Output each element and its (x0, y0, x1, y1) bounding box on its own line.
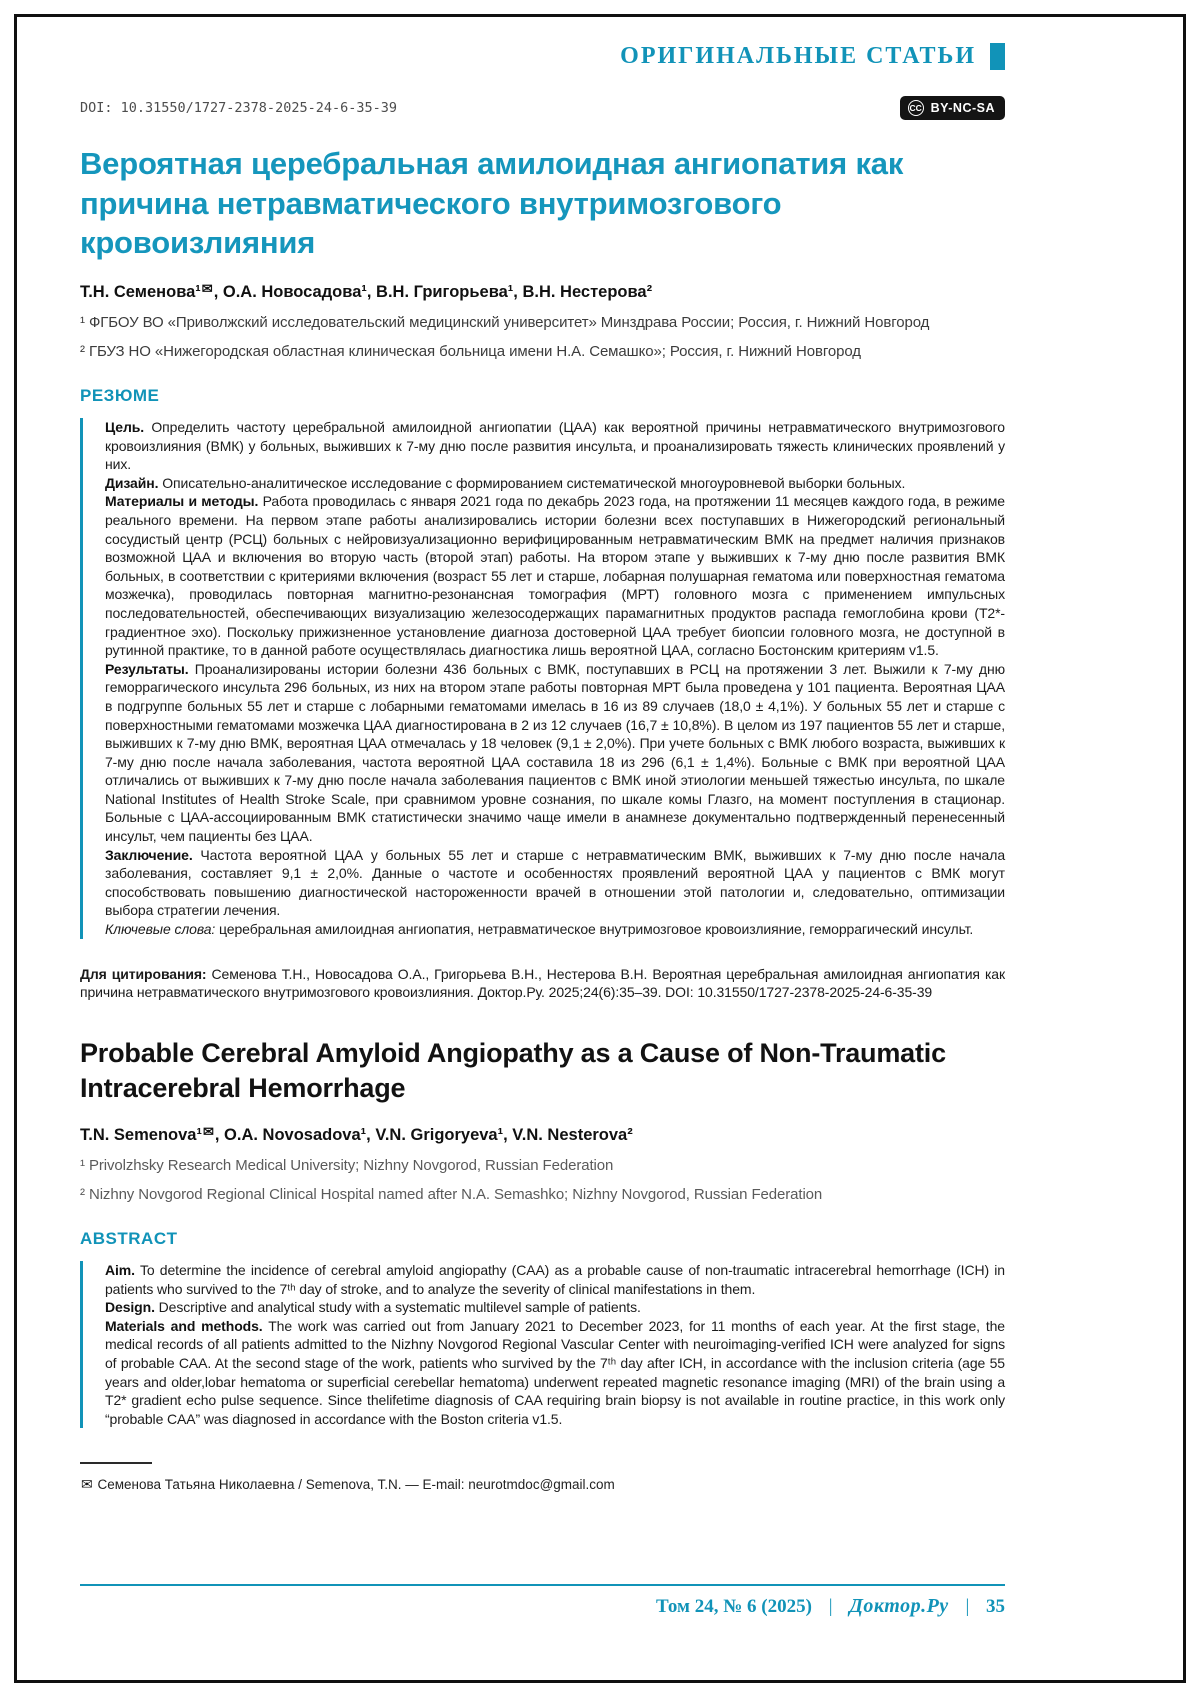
header-accent-block (990, 43, 1005, 70)
authors-ru-rest: , О.А. Новосадова¹, В.Н. Григорьева¹, В.Н. Нестерова² (213, 283, 653, 302)
journal-section-title: ОРИГИНАЛЬНЫЕ СТАТЬИ (620, 43, 976, 69)
paragraph-text: To determine the incidence of cerebral amyloid angiopathy (CAA) as a probable cause of non-traumatic intracerebral hemorrhage (ICH) in patients who survived to the 7ᵗʰ day of stroke, and to analyze the severity of clinical manifestations in them. (105, 1262, 1005, 1297)
authors-ru (80, 283, 1005, 302)
citation (80, 965, 1005, 1002)
paragraph-text: Работа проводилась с января 2021 года по декабрь 2023 года, на протяжении 11 месяцев каждого года, в режиме реального времени. На первом этапе работы анализировались истории болезни всех поступавших в Нижегородский региональный сосудистый центр (РСЦ) больных с нейровизуализационно верифицированным нетравматическим ВМК на предмет наличия признаков возможной ЦАА и включения во вторую часть (второй этап) работы. На втором этапе у выживших к 7-му дню после развития ВМК больных, в соответствии с критериями включения (возраст 55 лет и старше, лобарная полушарная гематома или поверхностная гематома мозжечка), проводилась повторная магнитно-резонансная томография (МРТ) головного мозга с применением импульсных последовательностей, обеспечивающих визуализацию железосодержащих парамагнитных продуктов распада гемоглобина крови (Т2*-градиентное эхо). Поскольку прижизненное установление диагноза достоверной ЦАА требует биопсии головного мозга, не доступной в рутинной практике, то в данной работе осуществлялась диагностика лишь вероятной ЦАА, согласно Бостонским критериям v1.5. (105, 493, 1005, 659)
resume-block (80, 418, 1005, 939)
paragraph-text: Descriptive and analytical study with a systematic multilevel sample of patients. (158, 1299, 641, 1316)
abstract-paragraph (105, 474, 1005, 493)
abstract-en-block (80, 1261, 1005, 1428)
paragraph-text: Описательно-аналитическое исследование с формированием систематической многоуровневой выборки больных. (162, 474, 906, 491)
corresponding-author-footnote (80, 1462, 1005, 1493)
email-icon: ✉ (202, 1124, 214, 1140)
footer-divider (80, 1584, 1005, 1586)
abstract-paragraph (105, 418, 1005, 474)
page-header (80, 43, 1005, 70)
paragraph-text: Проанализированы истории болезни 436 больных с ВМК, поступавших в РСЦ на протяжении 3 лет. Выжили к 7-му дню геморрагического инсульта 296 больных, из них на втором этапе работы повторная МРТ была проведена у 101 пациента. Вероятная ЦАА в подгруппе больных 55 лет и старше с лобарными гематомами имелась в 16 из 89 случаев (18,0 ± 4,1%). У больных 55 лет и старше с поверхностными гематомами мозжечка ЦАА диагностирована в 2 из 12 случаев (16,7 ± 10,8%). В целом из 197 пациентов 55 лет и старше, выживших к 7-му дню ВМК, вероятная ЦАА отмечалась у 18 человек (9,1 ± 2,0%). При учете больных с ВМК любого возраста, выживших к 7-му дню после начала заболевания, частота вероятной ЦАА составила 18 из 296 (6,1 ± 1,4%). Больные с ВМК при вероятной ЦАА отличались от выживших к 7-му дню после начала заболевания пациентов с ВМК иной этиологии меньшей тяжестью инсульта, по шкале National Institutes of Health Stroke Scale, при сравнимом уровне сознания, по шкале комы Глазго, на момент поступления в стационар. Больные с ЦАА-ассоциированным ВМК статистически значимо чаще имели в анамнезе документально подтвержденный перенесенный инсульт, чем пациенты без ЦАА. (105, 660, 1005, 845)
abstract-paragraph (105, 492, 1005, 659)
abstract-paragraph (105, 1261, 1005, 1298)
footer-text (80, 1595, 1005, 1618)
article-title-en: Probable Cerebral Amyloid Angiopathy as a Cause of Non-Traumatic Intracerebral Hemorrhage (80, 1037, 946, 1103)
doi-text: DOI: 10.31550/1727-2378-2025-24-6-35-39 (80, 100, 397, 116)
authors-en-lead: T.N. Semenova¹ (80, 1126, 202, 1145)
paragraph-text: Определить частоту церебральной амилоидной ангиопатии (ЦАА) как вероятной причины нетравматического внутримозгового кровоизлияния (ВМК) у больных, выживших к 7-му дню после развития инсульта, и проанализировать тяжесть клинических проявлений у них. (105, 419, 1005, 473)
paragraph-text: Частота вероятной ЦАА у больных 55 лет и старше с нетравматическим ВМК, выживших к 7-му дню после начала заболевания, составляет 9,1 ± 2,0%. Данные о частоте и особенностях проявлений вероятной ЦАА у пациентов с ВМК могут способствовать повышению диагностической настороженности врачей в отношении этой патологии и, следовательно, оптимизации выбора стратегии лечения. (105, 846, 1006, 919)
footer-separator: | (828, 1596, 833, 1617)
cc-icon: CC (908, 100, 924, 116)
abstract-paragraph (105, 846, 1005, 920)
keywords-label: Ключевые слова: (105, 921, 216, 938)
footnote-text (80, 1476, 1005, 1493)
affiliation-en-2: ² Nizhny Novgorod Regional Clinical Hospital named after N.A. Semashko; Nizhny Novgorod, Russian Federation (80, 1186, 823, 1204)
doi-row (80, 96, 1005, 120)
abstract-paragraph (105, 1298, 1005, 1317)
cc-license-label: BY-NC-SA (930, 101, 995, 115)
paragraph-label: Дизайн. (105, 474, 159, 491)
paragraph-text: The work was carried out from January 2021 to December 2023, for 11 months of each year. At the first stage, the medical records of all patients admitted to the Nizhny Novgorod Regional Vascular Center with neuroimaging-verified ICH were analyzed for signs of probable CAA. At the second stage of the work, patients who survived by the 7ᵗʰ day after ICH, in accordance with the inclusion criteria (age 55 years and older,lobar hematoma or superficial cerebellar hematoma) underwent repeated magnetic resonance imaging (MRI) of the brain using a T2* gradient echo pulse sequence. Since thelifetime diagnosis of CAA requiring brain biopsy is not available in routine practice, in this work only “probable CAA” was diagnosed in accordance with the Boston criteria v1.5. (105, 1317, 1005, 1427)
abstract-paragraph (105, 660, 1005, 846)
footnote-divider (80, 1462, 152, 1464)
footer-separator: | (965, 1596, 970, 1617)
footer-volume: Том 24, № 6 (2025) (656, 1596, 812, 1617)
footnote-contact: Семенова Татьяна Николаевна / Semenova, T.N. — E-mail: neurotmdoc@gmail.com (97, 1477, 615, 1493)
email-icon: ✉ (201, 281, 213, 297)
paragraph-label: Материалы и методы. (105, 493, 259, 510)
page-frame (14, 14, 1186, 1683)
paragraph-label: Результаты. (105, 660, 189, 677)
authors-en-rest: , O.A. Novosadova¹, V.N. Grigoryeva¹, V.N. Nesterova² (214, 1126, 633, 1145)
page-footer (80, 1584, 1005, 1618)
authors-ru-lead: Т.Н. Семенова¹ (80, 283, 201, 302)
cc-license-badge (900, 96, 1005, 120)
page-number: 35 (986, 1596, 1005, 1617)
affiliation-ru-2: ² ГБУЗ НО «Нижегородская областная клиническая больница имени Н.А. Семашко»; Россия, г. Нижний Новгород (80, 343, 861, 361)
affiliation-en-1: ¹ Privolzhsky Research Medical University; Nizhny Novgorod, Russian Federation (80, 1157, 614, 1175)
paragraph-label: Aim. (105, 1262, 135, 1279)
paragraph-label: Materials and methods. (105, 1317, 263, 1334)
affiliation-ru-1: ¹ ФГБОУ ВО «Приволжский исследовательский медицинский университет» Минздрава России; Россия, г. Нижний Новгород (80, 314, 930, 332)
abstract-paragraph (105, 1317, 1005, 1429)
abstract-heading: ABSTRACT (80, 1229, 178, 1249)
paragraph-label: Цель. (105, 419, 145, 436)
citation-text: Семенова Т.Н., Новосадова О.А., Григорьева В.Н., Нестерова В.Н. Вероятная церебральная амилоидная ангиопатия как причина нетравматического внутримозгового кровоизлияния. Доктор.Ру. 2025;24(6):35–39. DOI: 10.31550/1727-2378-2025-24-6-35-39 (80, 965, 1005, 1001)
keywords-paragraph (105, 920, 1005, 939)
citation-label: Для цитирования: (80, 965, 207, 982)
paragraph-label: Design. (105, 1299, 155, 1316)
journal-logo: Доктор.Ру (849, 1595, 949, 1617)
resume-heading: РЕЗЮМЕ (80, 386, 160, 406)
article-title-ru: Вероятная церебральная амилоидная ангиопатия как причина нетравматического внутримозгового кровоизлияния (80, 146, 904, 261)
paragraph-label: Заключение. (105, 846, 193, 863)
keywords-text: церебральная амилоидная ангиопатия, нетравматическое внутримозговое кровоизлияние, геморрагический инсульт. (219, 921, 974, 938)
authors-en (80, 1126, 1005, 1145)
email-icon: ✉ (81, 1476, 93, 1493)
